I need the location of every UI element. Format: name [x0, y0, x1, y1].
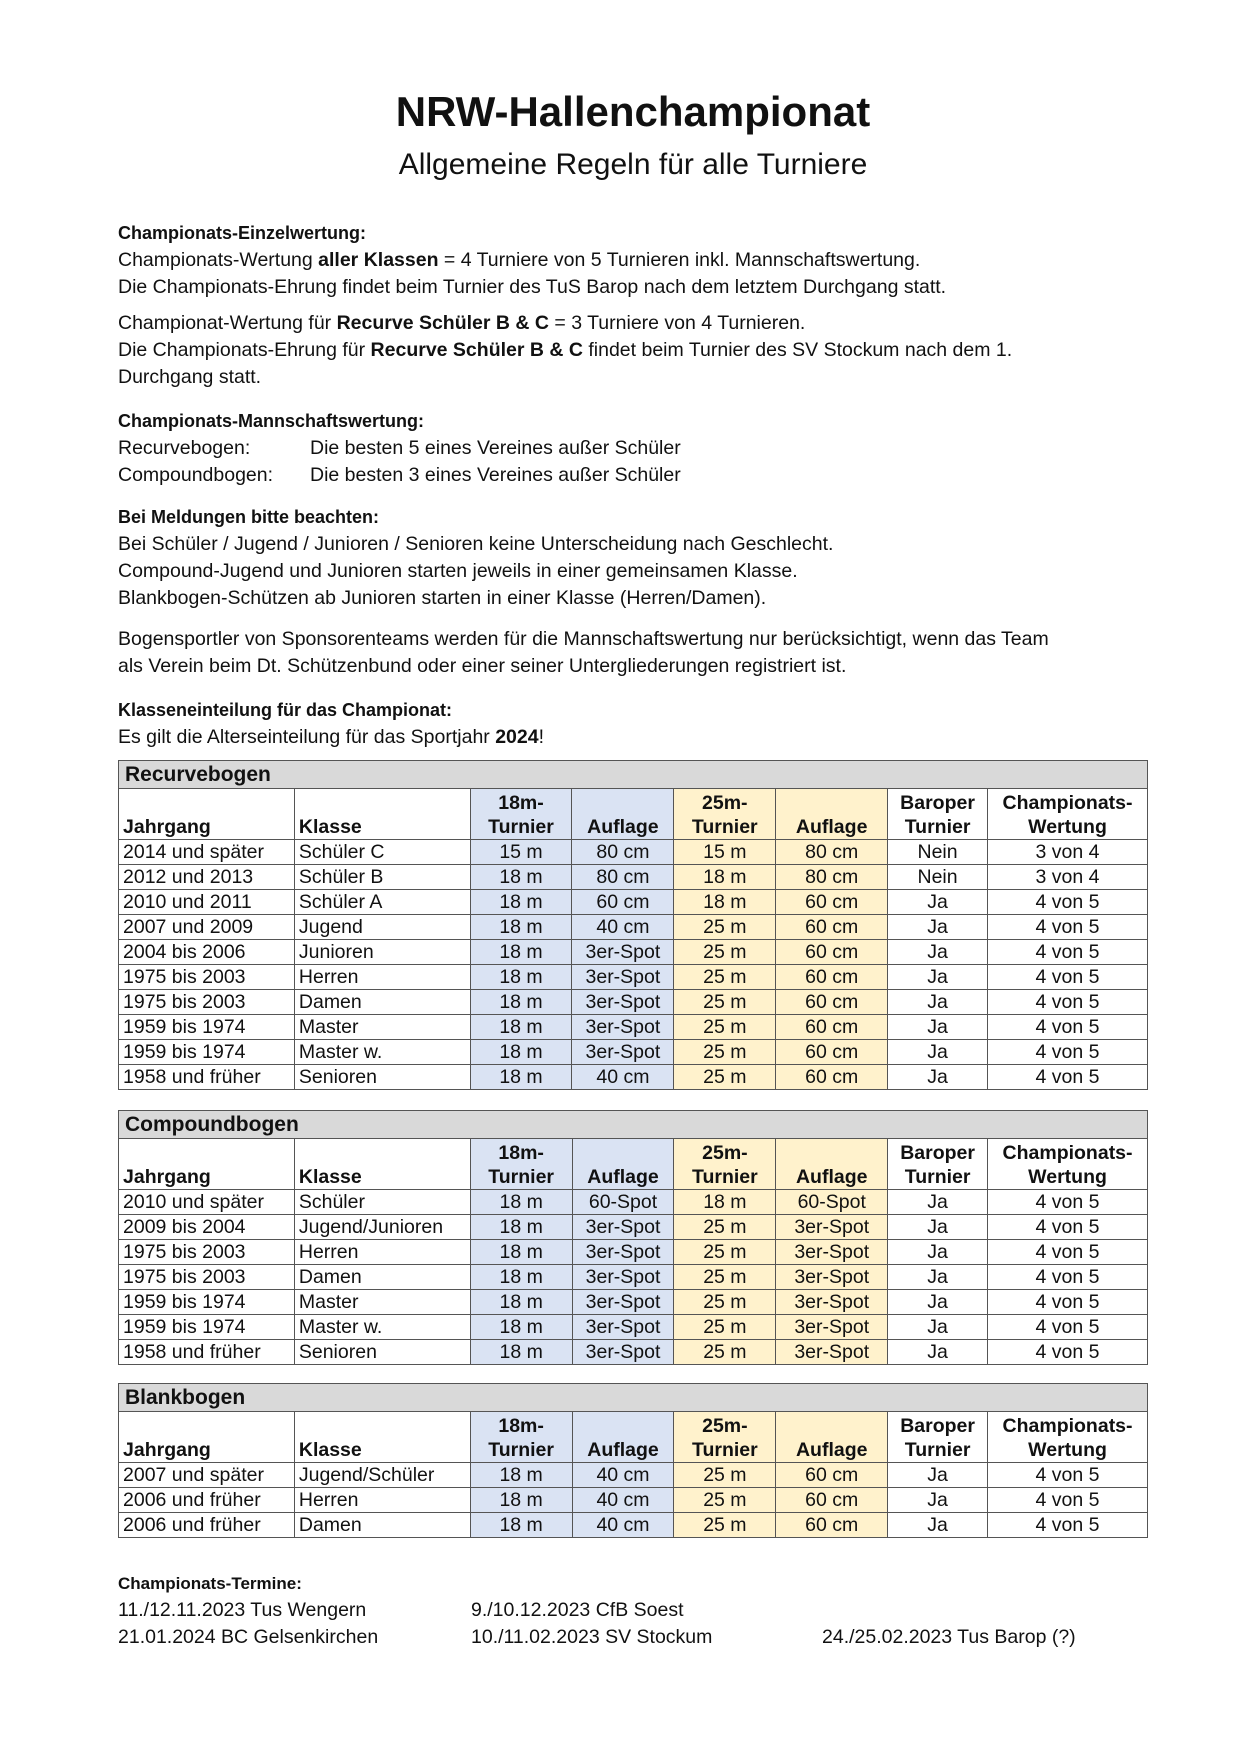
termin-3: 21.01.2024 BC Gelsenkirchen [118, 1626, 379, 1648]
table-cell: 18 m [470, 915, 572, 940]
column-header: Championats- Wertung [988, 1139, 1148, 1190]
mannschaftswertung-heading: Championats-Mannschaftswertung: [118, 411, 425, 431]
table-cell: 2010 und 2011 [119, 890, 295, 915]
table-row [119, 1463, 1148, 1488]
table-cell: 2007 und später [119, 1463, 295, 1488]
table-cell: 60-Spot [572, 1190, 674, 1215]
table-cell: Schüler C [294, 840, 470, 865]
table-cell: Ja [888, 1215, 988, 1240]
termin-2: 9./10.12.2023 CfB Soest [471, 1599, 684, 1621]
table-cell: 40 cm [572, 1065, 674, 1090]
table-cell: 18 m [470, 1215, 572, 1240]
table-row [119, 865, 1148, 890]
table-cell: Ja [888, 965, 988, 990]
table-row [119, 1065, 1148, 1090]
table-row [119, 1240, 1148, 1265]
table-cell: 4 von 5 [988, 1488, 1148, 1513]
table-cell: 25 m [674, 1463, 776, 1488]
table-cell: Herren [294, 1240, 470, 1265]
table-cell: Ja [888, 1290, 988, 1315]
table-cell: 4 von 5 [988, 1040, 1148, 1065]
table-cell: 4 von 5 [988, 890, 1148, 915]
column-header: 18m- Turnier [470, 1139, 572, 1190]
table-cell: 18 m [470, 1315, 572, 1340]
table-cell: 25 m [674, 990, 776, 1015]
table-cell: Ja [888, 890, 988, 915]
table-cell: 18 m [470, 865, 572, 890]
section-title: Recurvebogen [119, 761, 1148, 789]
termine-row-2 [118, 1624, 1148, 1651]
column-header: Auflage [572, 1412, 674, 1463]
table-cell: Ja [888, 1015, 988, 1040]
table-cell: 4 von 5 [988, 1340, 1148, 1365]
schueler-wertung-line-2: Die Championats-Ehrung für Recurve Schüler B & C findet beim Turnier des SV Stockum nach dem 1. [118, 339, 1013, 361]
table-cell: 60 cm [776, 965, 888, 990]
einzelwertung-line-2: Die Championats-Ehrung findet beim Turnier des TuS Barop nach dem letztem Durchgang statt. [118, 276, 947, 298]
table-cell: 18 m [470, 1015, 572, 1040]
termine-block [118, 1570, 1148, 1651]
table-cell: 1958 und früher [119, 1065, 295, 1090]
table-column-header [119, 1412, 1148, 1463]
table-cell: 4 von 5 [988, 1315, 1148, 1340]
table-cell: Ja [888, 1340, 988, 1365]
table-cell: 4 von 5 [988, 1463, 1148, 1488]
table-cell: Master [294, 1290, 470, 1315]
column-header: Klasse [294, 1139, 470, 1190]
schueler-wertung-line-3: Durchgang statt. [118, 366, 262, 388]
table-section-header [119, 1384, 1148, 1412]
table-cell: 3er-Spot [572, 1265, 674, 1290]
table-cell: Junioren [294, 940, 470, 965]
mannschaft-recurve: Recurvebogen: Die besten 5 eines Vereines außer Schüler [118, 437, 681, 459]
table-cell: Ja [888, 1315, 988, 1340]
klasseneinteilung-heading: Klasseneinteilung für das Championat: [118, 700, 453, 720]
table-cell: 25 m [674, 1215, 776, 1240]
table-cell: 2007 und 2009 [119, 915, 295, 940]
table-cell: 18 m [470, 1463, 572, 1488]
table-cell: 60-Spot [776, 1190, 888, 1215]
table-cell: 3er-Spot [776, 1215, 888, 1240]
section-title: Blankbogen [119, 1384, 1148, 1412]
table-cell: 3er-Spot [572, 1340, 674, 1365]
meldungen-line-3: Blankbogen-Schützen ab Junioren starten in einer Klasse (Herren/Damen). [118, 587, 767, 609]
table-cell: Ja [888, 1190, 988, 1215]
table-cell: 15 m [470, 840, 572, 865]
table-cell: 60 cm [776, 890, 888, 915]
table-cell: 3er-Spot [776, 1315, 888, 1340]
table-cell: Senioren [294, 1340, 470, 1365]
table-cell: 2010 und später [119, 1190, 295, 1215]
table-cell: Schüler A [294, 890, 470, 915]
class-table [118, 1383, 1148, 1538]
table-cell: 18 m [674, 1190, 776, 1215]
table-row [119, 1340, 1148, 1365]
table-cell: 80 cm [776, 865, 888, 890]
table-row [119, 1315, 1148, 1340]
column-header: Auflage [572, 789, 674, 840]
table-cell: 4 von 5 [988, 915, 1148, 940]
table-cell: Ja [888, 990, 988, 1015]
table-cell: Ja [888, 940, 988, 965]
column-header: Auflage [572, 1139, 674, 1190]
table-cell: 4 von 5 [988, 1265, 1148, 1290]
table-row [119, 965, 1148, 990]
table-cell: Ja [888, 1265, 988, 1290]
page-subtitle: Allgemeine Regeln für alle Turniere [398, 148, 868, 181]
table-cell: 4 von 5 [988, 940, 1148, 965]
column-header: 25m- Turnier [674, 1139, 776, 1190]
table-section-header [119, 1111, 1148, 1139]
table-cell: 3er-Spot [776, 1290, 888, 1315]
termin-5: 24./25.02.2023 Tus Barop (?) [822, 1626, 1076, 1648]
schueler-wertung-block [118, 310, 1148, 391]
table-cell: 4 von 5 [988, 1015, 1148, 1040]
table-cell: 3er-Spot [572, 1215, 674, 1240]
table-cell: 3er-Spot [572, 1315, 674, 1340]
table-cell: 3er-Spot [572, 990, 674, 1015]
table-row [119, 890, 1148, 915]
meldungen-block [118, 504, 1148, 612]
column-header: Jahrgang [119, 1412, 295, 1463]
class-table [118, 760, 1148, 1090]
table-cell: 60 cm [776, 1015, 888, 1040]
table-cell: 18 m [470, 1240, 572, 1265]
table-cell: 25 m [674, 965, 776, 990]
table-cell: 40 cm [572, 1488, 674, 1513]
table-cell: 25 m [674, 1065, 776, 1090]
table-cell: 18 m [470, 1040, 572, 1065]
table-cell: 25 m [674, 1290, 776, 1315]
table-cell: 3er-Spot [776, 1240, 888, 1265]
table-cell: 18 m [674, 890, 776, 915]
table-cell: 4 von 5 [988, 1190, 1148, 1215]
table-cell: Jugend/Junioren [294, 1215, 470, 1240]
table-cell: 3er-Spot [572, 1290, 674, 1315]
table-cell: Nein [888, 840, 988, 865]
table-cell: 25 m [674, 1513, 776, 1538]
column-header: Auflage [776, 1139, 888, 1190]
table-cell: 25 m [674, 1315, 776, 1340]
klasseneinteilung-line: Es gilt die Alterseinteilung für das Sportjahr 2024! [118, 726, 545, 748]
table-cell: 60 cm [776, 940, 888, 965]
table-cell: 15 m [674, 840, 776, 865]
table-cell: 60 cm [776, 1463, 888, 1488]
table-cell: 80 cm [572, 865, 674, 890]
table-column-header [119, 789, 1148, 840]
table-cell: 3 von 4 [988, 840, 1148, 865]
sponsoren-line-2: als Verein beim Dt. Schützenbund oder einer seiner Untergliederungen registriert ist. [118, 655, 847, 677]
table-cell: 4 von 5 [988, 1065, 1148, 1090]
table-cell: 18 m [470, 1488, 572, 1513]
table-cell: 60 cm [776, 1040, 888, 1065]
termine-row-1 [118, 1597, 1148, 1624]
table-cell: Damen [294, 1265, 470, 1290]
column-header: Jahrgang [119, 789, 295, 840]
table-cell: 40 cm [572, 915, 674, 940]
table-cell: 18 m [470, 1265, 572, 1290]
table-cell: 25 m [674, 940, 776, 965]
table-cell: 1958 und früher [119, 1340, 295, 1365]
einzelwertung-line-1: Championats-Wertung aller Klassen = 4 Turniere von 5 Turnieren inkl. Mannschaftswertung. [118, 249, 921, 271]
table-cell: Herren [294, 1488, 470, 1513]
table-cell: 4 von 5 [988, 965, 1148, 990]
table-row [119, 1265, 1148, 1290]
table-cell: 18 m [470, 940, 572, 965]
table-cell: 4 von 5 [988, 1240, 1148, 1265]
class-table [118, 1110, 1148, 1365]
table-cell: 40 cm [572, 1463, 674, 1488]
table-cell: Ja [888, 1065, 988, 1090]
einzelwertung-heading: Championats-Einzelwertung: [118, 223, 367, 243]
table-cell: Jugend [294, 915, 470, 940]
table-cell: 60 cm [776, 990, 888, 1015]
table-cell: 25 m [674, 915, 776, 940]
table-row [119, 915, 1148, 940]
meldungen-line-1: Bei Schüler / Jugend / Junioren / Senioren keine Unterscheidung nach Geschlecht. [118, 533, 834, 555]
table-cell: 60 cm [776, 1065, 888, 1090]
table-cell: Jugend/Schüler [294, 1463, 470, 1488]
table-cell: 1975 bis 2003 [119, 1265, 295, 1290]
table-cell: 18 m [470, 890, 572, 915]
table-cell: 18 m [470, 1290, 572, 1315]
column-header: 18m- Turnier [470, 1412, 572, 1463]
table-cell: 18 m [470, 990, 572, 1015]
table-cell: Master w. [294, 1040, 470, 1065]
table-cell: 2012 und 2013 [119, 865, 295, 890]
table-cell: Ja [888, 1513, 988, 1538]
table-cell: 18 m [470, 1065, 572, 1090]
table-cell: 80 cm [776, 840, 888, 865]
column-header: 25m- Turnier [674, 1412, 776, 1463]
table-cell: 1975 bis 2003 [119, 990, 295, 1015]
table-cell: 60 cm [776, 1513, 888, 1538]
sponsoren-line-1: Bogensportler von Sponsorenteams werden für die Mannschaftswertung nur berücksichtigt, wenn das Team [118, 628, 1049, 650]
table-cell: 3er-Spot [572, 1240, 674, 1265]
table-row [119, 840, 1148, 865]
sponsoren-block [118, 626, 1148, 680]
table-cell: 18 m [470, 1513, 572, 1538]
table-cell: 4 von 5 [988, 1290, 1148, 1315]
column-header: Klasse [294, 789, 470, 840]
table-cell: 25 m [674, 1015, 776, 1040]
table-row [119, 1215, 1148, 1240]
section-title: Compoundbogen [119, 1111, 1148, 1139]
einzelwertung-block [118, 220, 1148, 301]
table-cell: Ja [888, 1463, 988, 1488]
column-header: Championats- Wertung [988, 1412, 1148, 1463]
column-header: Klasse [294, 1412, 470, 1463]
table-cell: 40 cm [572, 1513, 674, 1538]
table-row [119, 1190, 1148, 1215]
table-row [119, 990, 1148, 1015]
column-header: Baroper Turnier [888, 1412, 988, 1463]
table-cell: 25 m [674, 1340, 776, 1365]
table-cell: 18 m [470, 1190, 572, 1215]
table-cell: 1975 bis 2003 [119, 1240, 295, 1265]
table-cell: 80 cm [572, 840, 674, 865]
table-cell: 3er-Spot [572, 965, 674, 990]
table-cell: Nein [888, 865, 988, 890]
table-cell: 2006 und früher [119, 1513, 295, 1538]
table-cell: Schüler [294, 1190, 470, 1215]
column-header: 25m- Turnier [674, 789, 776, 840]
table-cell: 3er-Spot [776, 1340, 888, 1365]
table-cell: 25 m [674, 1265, 776, 1290]
table-cell: 25 m [674, 1488, 776, 1513]
table-cell: Herren [294, 965, 470, 990]
table-cell: Schüler B [294, 865, 470, 890]
table-cell: 4 von 5 [988, 990, 1148, 1015]
table-cell: 2006 und früher [119, 1488, 295, 1513]
table-cell: 1975 bis 2003 [119, 965, 295, 990]
table-cell: 25 m [674, 1040, 776, 1065]
table-cell: Master w. [294, 1315, 470, 1340]
termin-4: 10./11.02.2023 SV Stockum [471, 1626, 713, 1648]
table-row [119, 1015, 1148, 1040]
table-cell: Ja [888, 915, 988, 940]
table-cell: 3er-Spot [572, 1015, 674, 1040]
table-cell: 3er-Spot [572, 940, 674, 965]
table-cell: 1959 bis 1974 [119, 1315, 295, 1340]
klasseneinteilung-block [118, 697, 1148, 751]
table-cell: Damen [294, 990, 470, 1015]
table-cell: 2014 und später [119, 840, 295, 865]
table-row [119, 1290, 1148, 1315]
table-cell: 25 m [674, 1240, 776, 1265]
table-cell: 1959 bis 1974 [119, 1015, 295, 1040]
table-cell: 3er-Spot [776, 1265, 888, 1290]
column-header: 18m- Turnier [470, 789, 572, 840]
table-section-header [119, 761, 1148, 789]
table-cell: 18 m [470, 1340, 572, 1365]
column-header: Championats- Wertung [988, 789, 1148, 840]
column-header: Baroper Turnier [888, 1139, 988, 1190]
table-row [119, 1488, 1148, 1513]
table-cell: 18 m [470, 965, 572, 990]
table-cell: 3 von 4 [988, 865, 1148, 890]
table-row [119, 1513, 1148, 1538]
table-cell: 60 cm [776, 915, 888, 940]
table-cell: 4 von 5 [988, 1215, 1148, 1240]
table-cell: Senioren [294, 1065, 470, 1090]
table-column-header [119, 1139, 1148, 1190]
meldungen-heading: Bei Meldungen bitte beachten: [118, 507, 380, 527]
termine-heading: Championats-Termine: [118, 1574, 302, 1593]
table-cell: Damen [294, 1513, 470, 1538]
table-cell: Ja [888, 1240, 988, 1265]
mannschaftswertung-block [118, 408, 1148, 489]
table-cell: 1959 bis 1974 [119, 1040, 295, 1065]
table-cell: 1959 bis 1974 [119, 1290, 295, 1315]
schueler-wertung-line-1: Championat-Wertung für Recurve Schüler B & C = 3 Turniere von 4 Turnieren. [118, 312, 806, 334]
table-cell: 3er-Spot [572, 1040, 674, 1065]
table-cell: 2004 bis 2006 [119, 940, 295, 965]
table-cell: 60 cm [776, 1488, 888, 1513]
mannschaft-compound: Compoundbogen: Die besten 3 eines Vereines außer Schüler [118, 464, 681, 486]
table-cell: 18 m [674, 865, 776, 890]
table-cell: Ja [888, 1488, 988, 1513]
table-cell: 2009 bis 2004 [119, 1215, 295, 1240]
table-cell: Master [294, 1015, 470, 1040]
table-cell: Ja [888, 1040, 988, 1065]
column-header: Auflage [776, 1412, 888, 1463]
table-cell: 4 von 5 [988, 1513, 1148, 1538]
table-row [119, 1040, 1148, 1065]
column-header: Jahrgang [119, 1139, 295, 1190]
column-header: Auflage [776, 789, 888, 840]
column-header: Baroper Turnier [888, 789, 988, 840]
page-title: NRW-Hallenchampionat [395, 88, 871, 135]
table-cell: 60 cm [572, 890, 674, 915]
table-row [119, 940, 1148, 965]
termin-1: 11./12.11.2023 Tus Wengern [118, 1599, 367, 1621]
meldungen-line-2: Compound-Jugend und Junioren starten jeweils in einer gemeinsamen Klasse. [118, 560, 798, 582]
